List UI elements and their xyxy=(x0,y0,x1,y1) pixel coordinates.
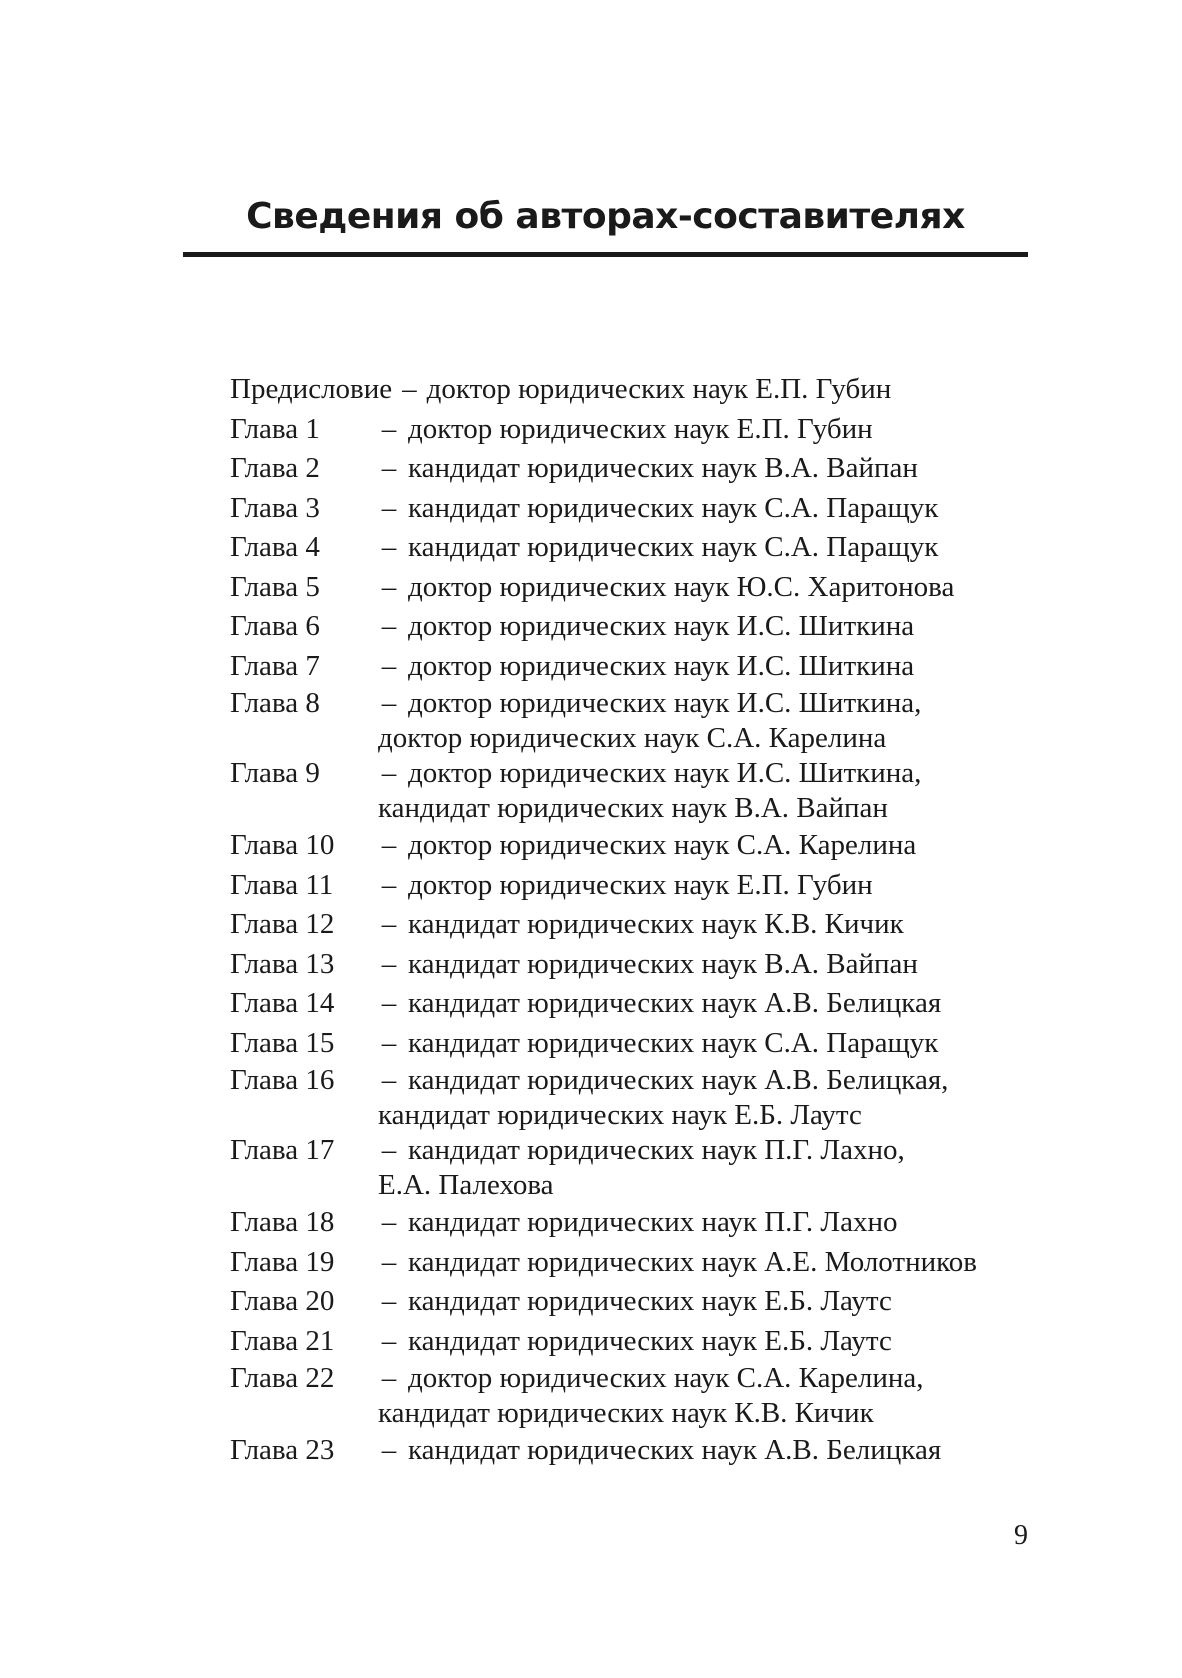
page-number: 9 xyxy=(1014,1520,1028,1551)
chapter-label: Глава 9 xyxy=(230,757,320,789)
chapter-entry xyxy=(230,1322,1050,1362)
chapter-author: кандидат юридических наук Е.Б. Лаутс xyxy=(408,1324,892,1357)
chapter-entry xyxy=(230,607,1050,647)
chapter-author-continued: Е.А. Палехова xyxy=(378,1169,554,1201)
chapter-label: Глава 22 xyxy=(230,1362,335,1394)
chapter-author: кандидат юридических наук П.Г. Лахно, xyxy=(408,1134,905,1166)
chapter-author: кандидат юридических наук А.Е. Молотников xyxy=(408,1245,977,1278)
chapter-label: Глава 18 xyxy=(230,1206,335,1238)
chapter-author: доктор юридических наук Е.П. Губин xyxy=(408,412,873,445)
chapter-line xyxy=(230,984,1050,1024)
chapter-label: Глава 1 xyxy=(230,412,320,445)
chapter-author: доктор юридических наук Е.П. Губин xyxy=(408,868,873,901)
dash-separator: – xyxy=(381,868,397,901)
chapter-line xyxy=(230,1431,1050,1471)
preface-entry xyxy=(230,370,1050,410)
dash-separator: – xyxy=(381,1064,397,1096)
dash-separator: – xyxy=(381,687,397,719)
dash-separator: – xyxy=(381,829,397,861)
chapter-label: Глава 4 xyxy=(230,531,320,563)
chapter-list xyxy=(230,410,1050,1471)
chapter-entry xyxy=(230,647,1050,687)
chapter-author: доктор юридических наук И.С. Шиткина, xyxy=(408,757,922,789)
chapter-author-continued: кандидат юридических наук К.В. Кичик xyxy=(378,1397,874,1429)
chapter-entry xyxy=(230,1063,1050,1133)
dash-separator: – xyxy=(402,373,417,405)
chapter-entry xyxy=(230,866,1050,906)
chapter-entry xyxy=(230,1431,1050,1471)
dash-separator: – xyxy=(381,412,397,445)
chapter-line xyxy=(230,945,1050,985)
dash-separator: – xyxy=(381,987,397,1019)
dash-separator: – xyxy=(381,1324,397,1357)
dash-separator: – xyxy=(381,1434,397,1466)
chapter-label: Глава 23 xyxy=(230,1434,335,1466)
chapter-author: доктор юридических наук И.С. Шиткина xyxy=(408,649,915,682)
chapter-label: Глава 7 xyxy=(230,649,320,682)
chapter-author: кандидат юридических наук Е.Б. Лаутс xyxy=(408,1285,892,1317)
chapter-line xyxy=(230,568,1050,608)
chapter-line xyxy=(230,826,1050,866)
chapter-entry xyxy=(230,1282,1050,1322)
dash-separator: – xyxy=(381,1245,397,1278)
chapter-line xyxy=(230,866,1050,906)
chapter-line xyxy=(230,1024,1050,1064)
dash-separator: – xyxy=(381,757,397,789)
chapter-label: Глава 5 xyxy=(230,570,320,603)
chapter-author: кандидат юридических наук А.В. Белицкая, xyxy=(408,1064,949,1096)
chapter-label: Глава 20 xyxy=(230,1285,335,1317)
chapter-label: Глава 6 xyxy=(230,610,320,642)
chapter-entry xyxy=(230,686,1050,756)
dash-separator: – xyxy=(381,1206,397,1238)
chapter-line xyxy=(230,1361,1050,1396)
chapter-author: доктор юридических наук С.А. Карелина, xyxy=(408,1362,924,1394)
chapter-label: Глава 15 xyxy=(230,1026,335,1059)
chapter-entry xyxy=(230,1243,1050,1283)
chapter-label: Глава 19 xyxy=(230,1245,335,1278)
chapter-entry xyxy=(230,528,1050,568)
dash-separator: – xyxy=(381,1134,397,1166)
chapter-entry xyxy=(230,984,1050,1024)
chapter-entry xyxy=(230,1361,1050,1431)
chapter-entry xyxy=(230,756,1050,826)
chapter-entry xyxy=(230,826,1050,866)
chapter-line xyxy=(230,410,1050,450)
dash-separator: – xyxy=(381,947,397,980)
chapter-author: кандидат юридических наук К.В. Кичик xyxy=(408,908,904,940)
chapter-label: Глава 10 xyxy=(230,829,335,861)
chapter-line xyxy=(230,489,1050,529)
chapter-line xyxy=(230,647,1050,687)
chapter-line xyxy=(230,1133,1050,1168)
dash-separator: – xyxy=(381,1285,397,1317)
page-title: Сведения об авторах-составителях xyxy=(246,196,965,237)
authors-list xyxy=(230,370,1050,1471)
chapter-line xyxy=(230,607,1050,647)
chapter-label: Глава 17 xyxy=(230,1134,335,1166)
chapter-entry xyxy=(230,945,1050,985)
chapter-entry xyxy=(230,449,1050,489)
dash-separator: – xyxy=(381,531,397,563)
dash-separator: – xyxy=(381,610,397,642)
chapter-author: кандидат юридических наук С.А. Паращук xyxy=(408,1026,939,1059)
chapter-author: кандидат юридических наук П.Г. Лахно xyxy=(408,1206,898,1238)
chapter-label: Глава 8 xyxy=(230,687,320,719)
chapter-author: доктор юридических наук И.С. Шиткина xyxy=(408,610,915,642)
chapter-entry xyxy=(230,410,1050,450)
chapter-label: Глава 21 xyxy=(230,1324,335,1357)
chapter-author-continued: кандидат юридических наук В.А. Вайпан xyxy=(378,792,888,824)
preface-label: Предисловие xyxy=(230,373,393,405)
chapter-entry xyxy=(230,568,1050,608)
chapter-label: Глава 14 xyxy=(230,987,335,1019)
title-underline xyxy=(183,252,1028,257)
chapter-label: Глава 16 xyxy=(230,1064,335,1096)
chapter-entry xyxy=(230,905,1050,945)
chapter-author: кандидат юридических наук С.А. Паращук xyxy=(408,531,939,563)
chapter-line xyxy=(230,686,1050,721)
chapter-entry xyxy=(230,1133,1050,1203)
chapter-label: Глава 13 xyxy=(230,947,335,980)
chapter-author: кандидат юридических наук А.В. Белицкая xyxy=(408,1434,942,1466)
chapter-author-continued: доктор юридических наук С.А. Карелина xyxy=(378,722,887,754)
dash-separator: – xyxy=(381,491,397,524)
chapter-line xyxy=(230,1063,1050,1098)
chapter-author: доктор юридических наук И.С. Шиткина, xyxy=(408,687,922,719)
chapter-line xyxy=(230,1282,1050,1322)
chapter-author: кандидат юридических наук В.А. Вайпан xyxy=(408,452,918,484)
chapter-label: Глава 12 xyxy=(230,908,335,940)
chapter-entry xyxy=(230,1024,1050,1064)
chapter-label: Глава 11 xyxy=(230,868,334,901)
chapter-author: кандидат юридических наук С.А. Паращук xyxy=(408,491,939,524)
chapter-label: Глава 3 xyxy=(230,491,320,524)
dash-separator: – xyxy=(381,1026,397,1059)
chapter-label: Глава 2 xyxy=(230,452,320,484)
dash-separator: – xyxy=(381,452,397,484)
chapter-line xyxy=(230,449,1050,489)
chapter-line xyxy=(230,528,1050,568)
chapter-author: кандидат юридических наук А.В. Белицкая xyxy=(408,987,942,1019)
chapter-author: доктор юридических наук С.А. Карелина xyxy=(408,829,917,861)
chapter-author-continued: кандидат юридических наук Е.Б. Лаутс xyxy=(378,1099,862,1131)
dash-separator: – xyxy=(381,649,397,682)
dash-separator: – xyxy=(381,908,397,940)
chapter-line xyxy=(230,1322,1050,1362)
chapter-line xyxy=(230,1243,1050,1283)
chapter-line xyxy=(230,905,1050,945)
chapter-line xyxy=(230,1203,1050,1243)
chapter-author: кандидат юридических наук В.А. Вайпан xyxy=(408,947,918,980)
chapter-entry xyxy=(230,489,1050,529)
preface-author: доктор юридических наук Е.П. Губин xyxy=(426,373,892,405)
dash-separator: – xyxy=(381,570,397,603)
chapter-author: доктор юридических наук Ю.С. Харитонова xyxy=(408,570,955,603)
chapter-entry xyxy=(230,1203,1050,1243)
dash-separator: – xyxy=(381,1362,397,1394)
chapter-line xyxy=(230,756,1050,791)
